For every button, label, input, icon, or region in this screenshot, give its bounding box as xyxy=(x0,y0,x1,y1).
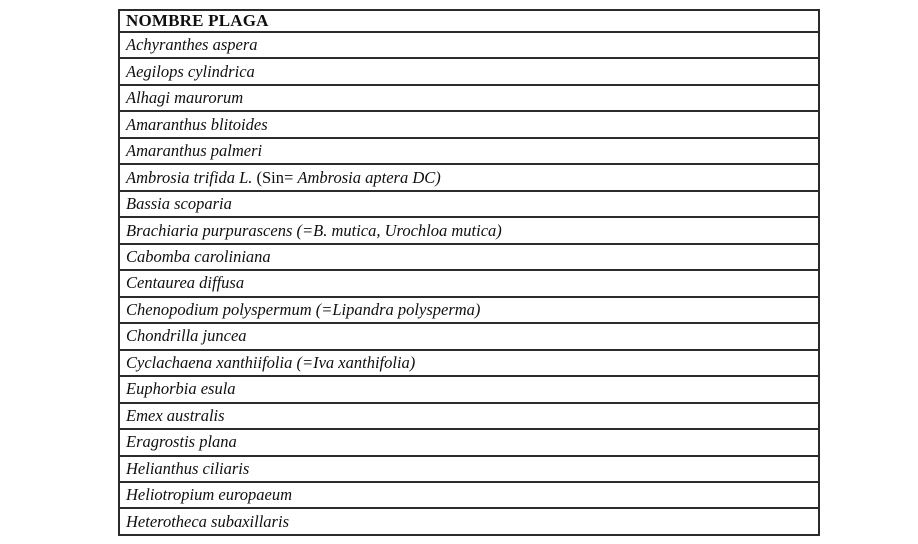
table-row xyxy=(119,191,819,217)
species-name-text: Cabomba caroliniana xyxy=(126,246,271,266)
table-row xyxy=(119,85,819,111)
species-name-text: Heliotropium europaeum xyxy=(126,485,293,505)
table-body xyxy=(119,32,819,535)
species-name-cell xyxy=(119,85,819,111)
species-name-cell xyxy=(119,244,819,270)
species-name-text: Centaurea diffusa xyxy=(126,273,245,293)
table-row xyxy=(119,270,819,296)
table-row xyxy=(119,429,819,455)
species-name-text: Aegilops cylindrica xyxy=(126,61,255,81)
table-row xyxy=(119,164,819,190)
table-row xyxy=(119,456,819,482)
species-name-cell xyxy=(119,138,819,164)
species-name-text: Euphorbia esula xyxy=(126,379,236,399)
species-name-text: Eragrostis plana xyxy=(126,432,237,452)
species-name-cell xyxy=(119,403,819,429)
species-name-text: Emex australis xyxy=(126,405,225,425)
species-name-text: Helianthus ciliaris xyxy=(126,458,250,478)
synonym-label-text: (Sin= xyxy=(252,167,298,187)
species-name-text: Alhagi maurorum xyxy=(126,88,244,108)
table-row xyxy=(119,58,819,84)
table-row xyxy=(119,403,819,429)
species-name-text: Ambrosia trifida L. xyxy=(126,167,253,187)
pest-name-table xyxy=(118,9,820,536)
species-name-text: Amaranthus blitoides xyxy=(126,114,268,134)
species-name-text: Chondrilla juncea xyxy=(126,326,247,346)
species-name-cell xyxy=(119,58,819,84)
species-name-cell xyxy=(119,350,819,376)
species-name-text: Amaranthus palmeri xyxy=(126,141,263,161)
table-row xyxy=(119,376,819,402)
species-name-cell xyxy=(119,191,819,217)
species-name-cell xyxy=(119,164,819,190)
species-name-text: Heterotheca subaxillaris xyxy=(126,511,289,531)
species-name-cell xyxy=(119,456,819,482)
table-row xyxy=(119,138,819,164)
species-name-text: Cyclachaena xanthiifolia (=Iva xanthifolia) xyxy=(126,352,416,372)
table-row xyxy=(119,508,819,535)
table-row xyxy=(119,217,819,243)
species-name-cell xyxy=(119,376,819,402)
species-name-cell xyxy=(119,323,819,349)
species-name-text: Bassia scoparia xyxy=(126,194,232,214)
table-row xyxy=(119,32,819,58)
species-name-cell xyxy=(119,482,819,508)
species-name-cell xyxy=(119,111,819,137)
species-name-cell xyxy=(119,270,819,296)
species-name-cell xyxy=(119,217,819,243)
column-header-nombre-plaga: NOMBRE PLAGA xyxy=(119,10,819,32)
species-name-text: Ambrosia aptera DC) xyxy=(297,167,441,187)
table-row xyxy=(119,482,819,508)
species-name-cell xyxy=(119,297,819,323)
species-name-text: Brachiaria purpurascens (=B. mutica, Urochloa mutica) xyxy=(126,220,502,240)
table-row xyxy=(119,297,819,323)
table-header xyxy=(119,10,819,32)
table-header-row xyxy=(119,10,819,32)
species-name-cell xyxy=(119,32,819,58)
table-row xyxy=(119,350,819,376)
species-name-cell xyxy=(119,429,819,455)
table-row xyxy=(119,244,819,270)
species-name-text: Achyranthes aspera xyxy=(126,35,258,55)
species-name-text: Chenopodium polyspermum (=Lipandra polysperma) xyxy=(126,299,481,319)
species-name-cell xyxy=(119,508,819,535)
table-row xyxy=(119,111,819,137)
table-row xyxy=(119,323,819,349)
